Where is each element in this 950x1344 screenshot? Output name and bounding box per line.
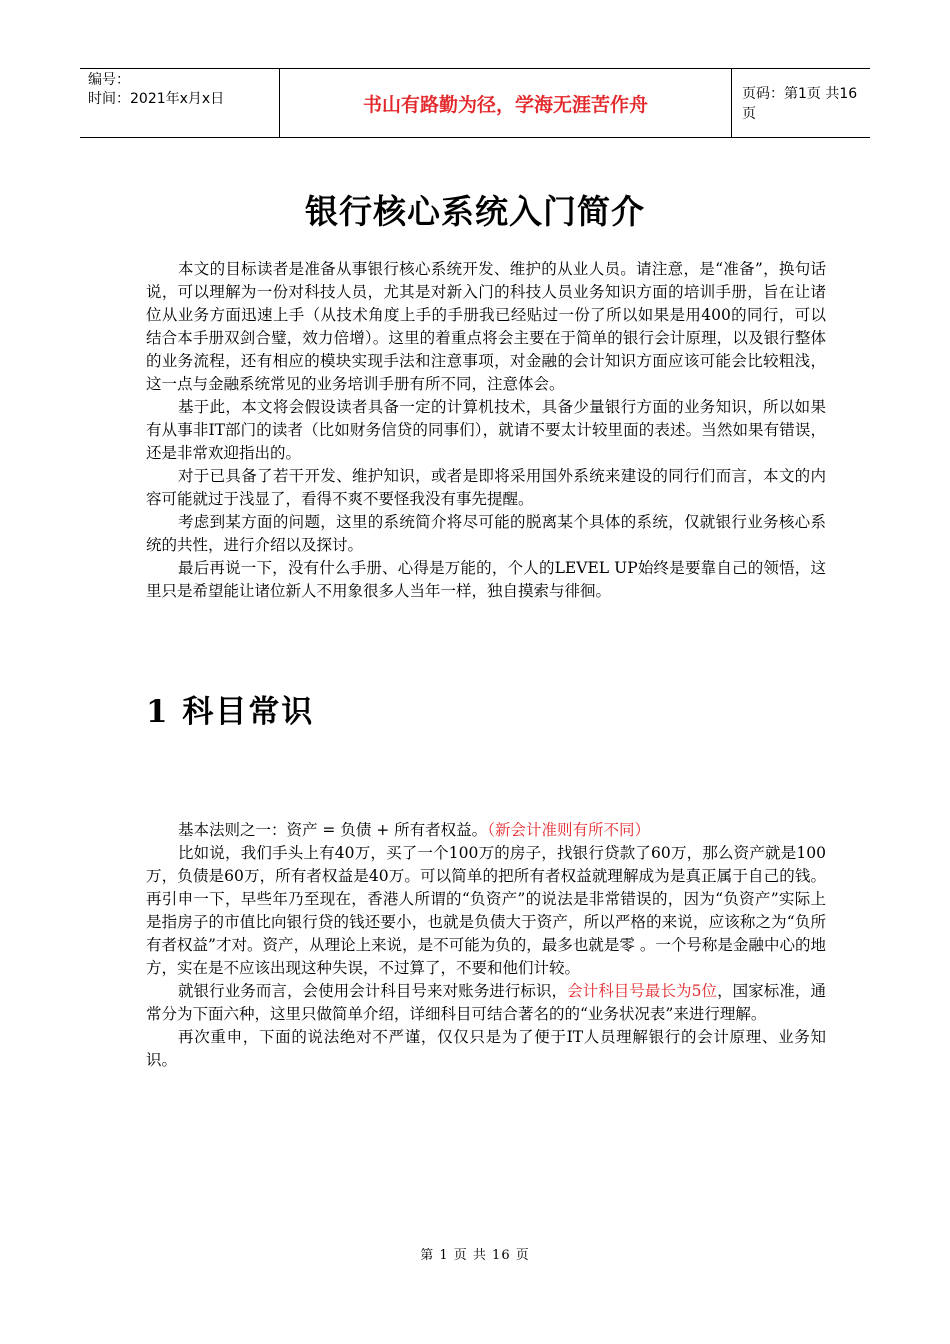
section1-body [146, 819, 826, 1072]
document-number-label: 编号： [88, 72, 130, 88]
account-code-highlight: 会计科目号最长为5位 [567, 982, 718, 1000]
intro-paragraph: 最后再说一下，没有什么手册、心得是万能的，个人的LEVEL UP始终是要靠自己的领悟，这里只是希望能让诸位新人不用象很多人当年一样，独自摸索与徘徊。 [146, 559, 826, 600]
basic-law-note: （新会计准则有所不同） [487, 821, 650, 839]
intro-paragraph: 基于此，本文将会假设读者具备一定的计算机技术，具备少量银行方面的业务知识，所以如果有从事非IT部门的读者（比如财务信贷的同事们），就请不要太计较里面的表述。当然如果有错误，还是非常欢迎指出的。 [146, 398, 826, 462]
intro-section [146, 258, 826, 603]
section-heading: 1 科目常识 [146, 694, 315, 730]
account-code-text: 就银行业务而言，会使用会计科目号来对账务进行标识， [178, 982, 568, 1000]
header-motto: 书山有路勤为径，学海无涯苦作舟 [280, 69, 732, 137]
document-title: 银行核心系统入门简介 [305, 192, 645, 231]
header-page-info: 页码：第1页 共16页 [742, 86, 858, 122]
intro-paragraph: 考虑到某方面的问题，这里的系统简介将尽可能的脱离某个具体的系统，仅就银行业务核心系统的共性，进行介绍以及探讨。 [146, 513, 826, 554]
account-code-paragraph [146, 980, 826, 1026]
page-footer: 第 1 页 共 16 页 [420, 1248, 530, 1263]
example-paragraph: 比如说，我们手头上有40万，买了一个100万的房子，找银行贷款了60万，那么资产就是100万，负债是60万，所有者权益是40万。可以简单的把所有者权益就理解成为是真正属于自己的钱。再引申一下，早些年乃至现在，香港人所谓的“负资产”的说法是非常错误的，因为“负资产”实际上是指房子的市值比向银行贷的钱还要小，也就是负债大于资产，所以严格的来说，应该称之为“负所有者权益”才对。资产，从理论上来说，是不可能为负的，最多也就是零 。一个号称是金融中心的地方，实在是不应该出现这种失误，不过算了，不要和他们计较。 [146, 844, 826, 977]
page-header [80, 68, 870, 138]
intro-paragraph: 本文的目标读者是准备从事银行核心系统开发、维护的从业人员。请注意，是“准备”，换句话说，可以理解为一份对科技人员，尤其是对新入门的科技人员业务知识方面的培训手册，旨在让诸位从业务方面迅速上手（从技术角度上手的手册我已经贴过一份了所以如果是用400的同行，可以结合本手册双剑合璧，效力倍增）。这里的着重点将会主要在于简单的银行会计原理，以及银行整体的业务流程，还有相应的模块实现手法和注意事项，对金融的会计知识方面应该可能会比较粗浅，这一点与金融系统常见的业务培训手册有所不同，注意体会。 [146, 260, 826, 393]
intro-paragraph: 对于已具备了若干开发、维护知识，或者是即将采用国外系统来建设的同行们而言，本文的内容可能就过于浅显了，看得不爽不要怪我没有事先提醒。 [146, 467, 826, 508]
basic-law-text: 基本法则之一：资产 = 负债 + 所有者权益。 [178, 821, 488, 839]
disclaimer-paragraph: 再次重申，下面的说法绝对不严谨，仅仅只是为了便于IT人员理解银行的会计原理、业务知识。 [146, 1028, 826, 1069]
header-meta [80, 69, 280, 137]
account-code-text-end: ，国家标准，通常分为下面六种，这里只做简单介绍，详细科目可结合著名的的“业务状况表”来进行理解。 [146, 982, 826, 1023]
document-time-label: 时间：2021年x月x日 [88, 91, 225, 107]
basic-law-paragraph [146, 819, 826, 842]
